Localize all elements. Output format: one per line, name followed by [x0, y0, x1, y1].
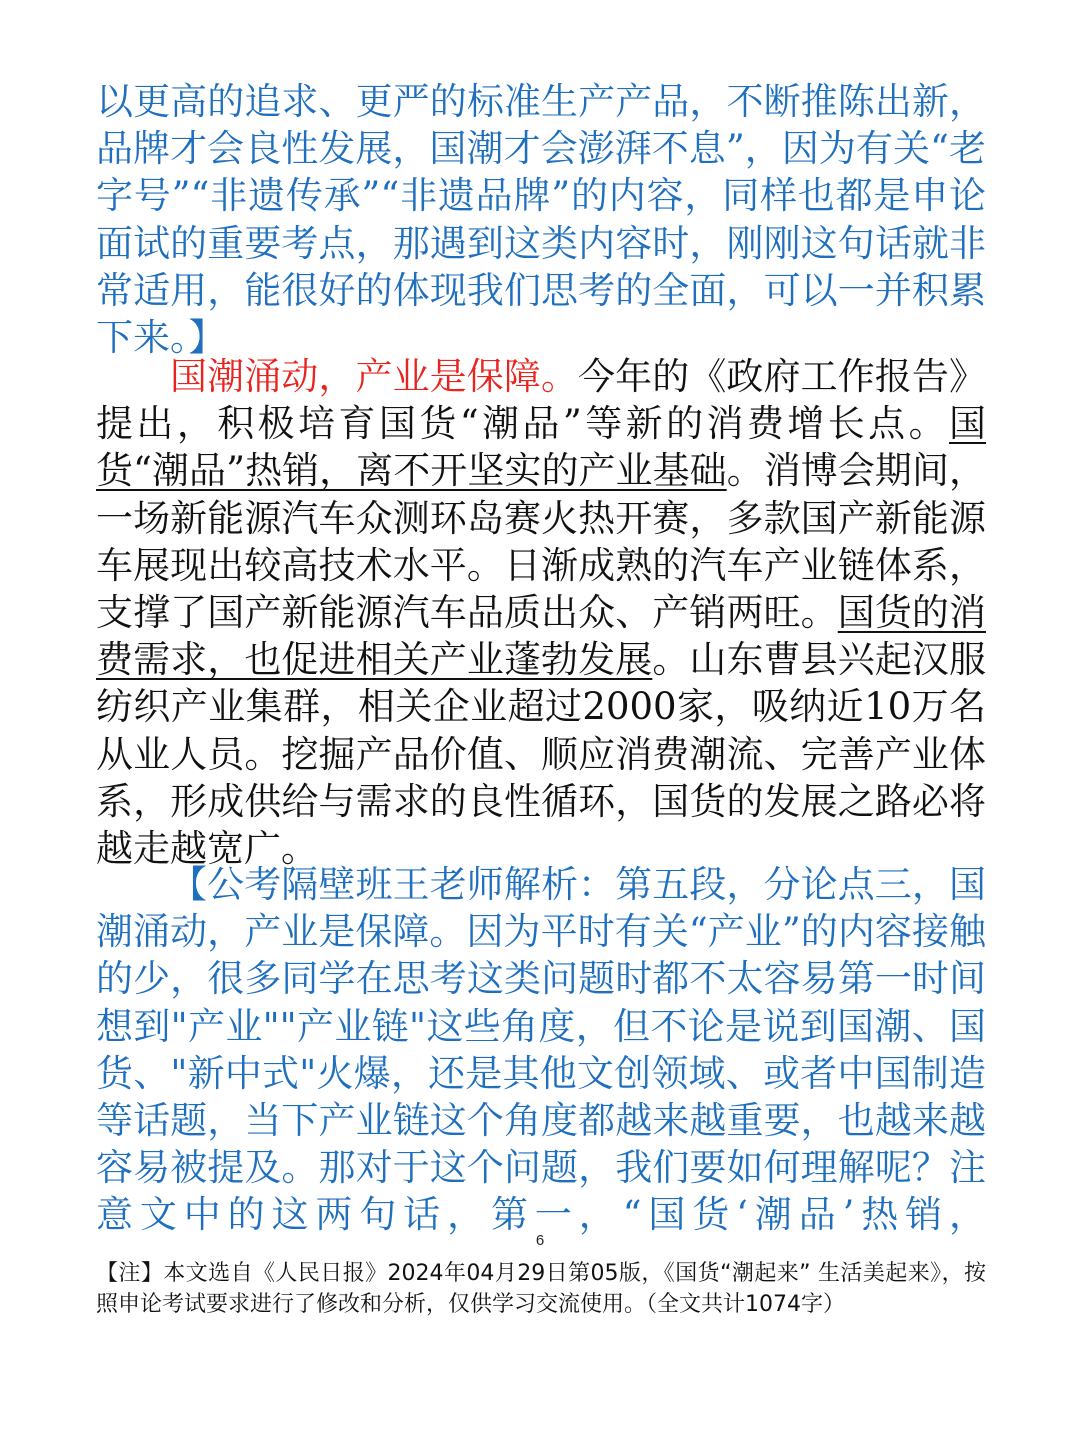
- body-sentence: 。山东曹县兴起汉服纺织产业集群，相关企业超过2000家，吸纳近10万名从业人员。挖掘产品价值、顺应消费潮流、完善产业体系，形成供给与需求的良性循环，国货的发展之路必将越走越宽广。: [96, 638, 987, 871]
- body-sentence: 今年的《政府工作报告》提出，积极培育国货“潮品”等新的消费增长点。: [96, 355, 986, 446]
- underlined-key-sentence: 国货的消费需求，也促进相关产业蓬勃发展: [96, 591, 987, 682]
- footnote: 【注】本文选自《人民日报》2024年04月29日第05版，《国货“潮起来” 生活美起来》，按照申论考试要求进行了修改和分析，仅供学习交流使用。（全文共计1074字）: [96, 1261, 986, 1317]
- analysis-text: 以更高的追求、更严的标准生产产品，不断推陈出新，品牌才会良性发展，国潮才会澎湃不息”，因为有关“老字号”“非遗传承”“非遗品牌”的内容，同样也都是申论面试的重要考点，那遇到这类内容时，刚刚这句话就非常适用，能很好的体现我们思考的全面，可以一并积累下来。】: [96, 80, 986, 360]
- analysis-paragraph-continued: [96, 78, 986, 361]
- body-sentence: 。消博会期间，一场新能源汽车众测环岛赛火热开赛，多款国产新能源车展现出较高技术水平。日渐成熟的汽车产业链体系，支撑了国产新能源汽车品质出众、产销两旺。: [96, 449, 986, 635]
- page-number: 6: [535, 1232, 545, 1249]
- analysis-paragraph: [96, 861, 986, 1239]
- body-paragraph-industry: [96, 353, 986, 872]
- underlined-key-sentence: 国货“潮品”热销，离不开坚实的产业基础: [96, 402, 986, 493]
- section-heading: 国潮涌动，产业是保障。: [170, 355, 579, 398]
- analysis-text: 【公考隔壁班王老师解析：第五段，分论点三，国潮涌动，产业是保障。因为平时有关“产业”的内容接触的少，很多同学在思考这类问题时都不太容易第一时间想到"产业""产业链"这些角度，但不论是说到国潮、国货、"新中式"火爆，还是其他文创领域、或者中国制造等话题，当下产业链这个角度都越来越重要，也越来越容易被提及。那对于这个问题，我们要如何理解呢？注意文中的这两句话，第一，“国货‘潮品’热销，: [96, 863, 986, 1237]
